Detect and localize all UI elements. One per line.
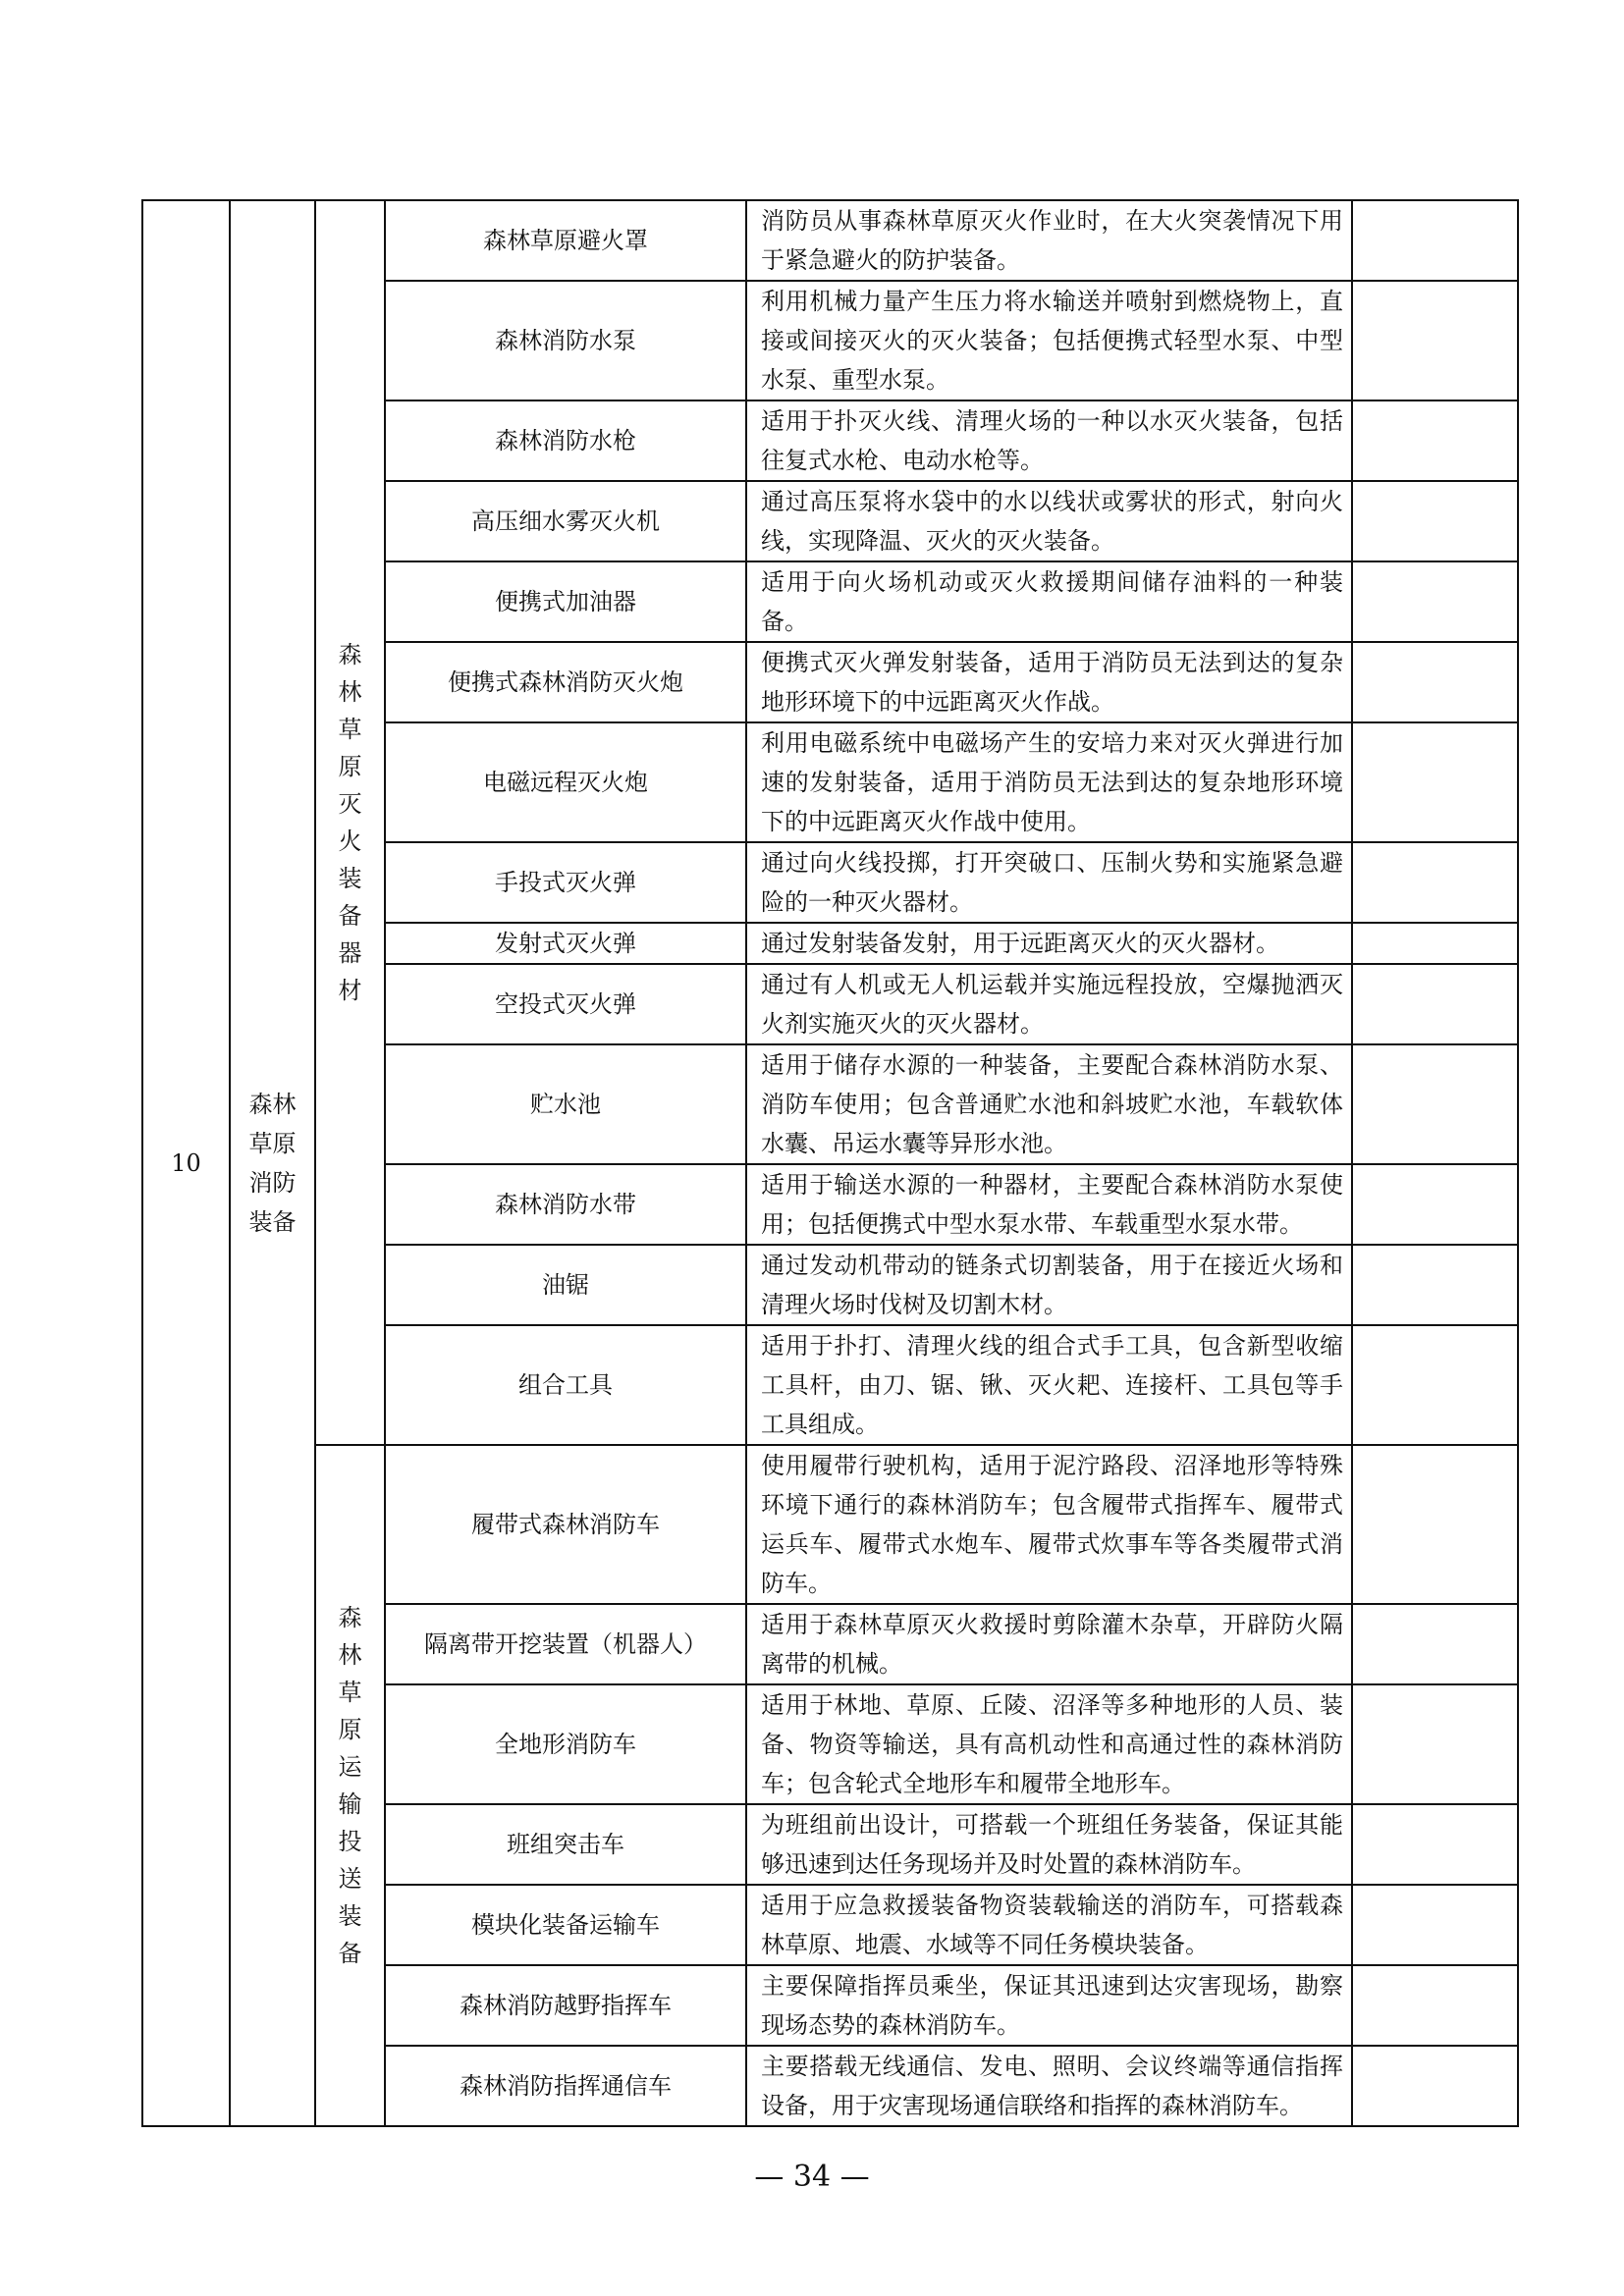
item-name: 全地形消防车 (385, 1684, 746, 1804)
item-desc: 利用电磁系统中电磁场产生的安培力来对灭火弹进行加速的发射装备，适用于消防员无法到达的复杂地形环境下的中远距离灭火作战中使用。 (746, 722, 1352, 842)
item-desc: 通过有人机或无人机运载并实施远程投放，空爆抛洒灭火剂实施灭火的灭火器材。 (746, 964, 1352, 1044)
remark-cell (1352, 1044, 1518, 1164)
remark-cell (1352, 1684, 1518, 1804)
item-desc: 为班组前出设计，可搭载一个班组任务装备，保证其能够迅速到达任务现场并及时处置的森林消防车。 (746, 1804, 1352, 1885)
item-desc: 使用履带行驶机构，适用于泥泞路段、沼泽地形等特殊环境下通行的森林消防车；包含履带式指挥车、履带式运兵车、履带式水炮车、履带式炊事车等各类履带式消防车。 (746, 1445, 1352, 1604)
item-name: 高压细水雾灭火机 (385, 481, 746, 561)
item-desc: 主要搭载无线通信、发电、照明、会议终端等通信指挥设备，用于灾害现场通信联络和指挥的森林消防车。 (746, 2046, 1352, 2126)
item-name: 森林消防水带 (385, 1164, 746, 1245)
item-name: 手投式灭火弹 (385, 842, 746, 923)
item-name: 便携式森林消防灭火炮 (385, 642, 746, 722)
group-label-transport: 森林草原运输投送装备 (338, 1603, 362, 1967)
item-name: 森林消防水泵 (385, 281, 746, 400)
remark-cell (1352, 1885, 1518, 1965)
remark-cell (1352, 481, 1518, 561)
item-desc: 通过向火线投掷，打开突破口、压制火势和实施紧急避险的一种灭火器材。 (746, 842, 1352, 923)
item-desc: 适用于输送水源的一种器材，主要配合森林消防水泵使用；包括便携式中型水泵水带、车载重型水泵水带。 (746, 1164, 1352, 1245)
remark-cell (1352, 1445, 1518, 1604)
item-name: 组合工具 (385, 1325, 746, 1445)
remark-cell (1352, 1965, 1518, 2046)
page-number: — 34 — (754, 2160, 870, 2194)
remark-cell (1352, 642, 1518, 722)
row-number-cell (142, 200, 230, 2126)
remark-cell (1352, 1604, 1518, 1684)
item-desc: 主要保障指挥员乘坐，保证其迅速到达灾害现场，勘察现场态势的森林消防车。 (746, 1965, 1352, 2046)
equipment-table (141, 199, 1519, 2127)
remark-cell (1352, 200, 1518, 281)
item-name: 森林草原避火罩 (385, 200, 746, 281)
item-desc: 适用于扑灭火线、清理火场的一种以水灭火装备，包括往复式水枪、电动水枪等。 (746, 400, 1352, 481)
item-name: 模块化装备运输车 (385, 1885, 746, 1965)
remark-cell (1352, 964, 1518, 1044)
category-cell (230, 200, 315, 2126)
item-name: 发射式灭火弹 (385, 923, 746, 964)
item-name: 便携式加油器 (385, 561, 746, 642)
group-label-firefighting: 森林草原灭火装备器材 (338, 640, 362, 1004)
item-desc: 通过发射装备发射，用于远距离灭火的灭火器材。 (746, 923, 1352, 964)
group-cell-firefighting (315, 200, 385, 1445)
item-desc: 适用于储存水源的一种装备，主要配合森林消防水泵、消防车使用；包含普通贮水池和斜坡贮水池，车载软体水囊、吊运水囊等异形水池。 (746, 1044, 1352, 1164)
remark-cell (1352, 400, 1518, 481)
item-name: 履带式森林消防车 (385, 1445, 746, 1604)
remark-cell (1352, 923, 1518, 964)
item-name: 班组突击车 (385, 1804, 746, 1885)
item-desc: 利用机械力量产生压力将水输送并喷射到燃烧物上，直接或间接灭火的灭火装备；包括便携式轻型水泵、中型水泵、重型水泵。 (746, 281, 1352, 400)
remark-cell (1352, 842, 1518, 923)
remark-cell (1352, 1804, 1518, 1885)
item-desc: 适用于应急救援装备物资装载输送的消防车，可搭载森林草原、地震、水域等不同任务模块装备。 (746, 1885, 1352, 1965)
item-desc: 适用于森林草原灭火救援时剪除灌木杂草，开辟防火隔离带的机械。 (746, 1604, 1352, 1684)
item-desc: 适用于向火场机动或灭火救援期间储存油料的一种装备。 (746, 561, 1352, 642)
item-name: 森林消防越野指挥车 (385, 1965, 746, 2046)
item-name: 森林消防指挥通信车 (385, 2046, 746, 2126)
item-name: 油锯 (385, 1245, 746, 1325)
remark-cell (1352, 2046, 1518, 2126)
item-desc: 消防员从事森林草原灭火作业时，在大火突袭情况下用于紧急避火的防护装备。 (746, 200, 1352, 281)
item-name: 贮水池 (385, 1044, 746, 1164)
group-cell-transport (315, 1445, 385, 2126)
row-number: 10 (171, 1149, 201, 1177)
item-name: 隔离带开挖装置（机器人） (385, 1604, 746, 1684)
category-label: 森林草原消防装备 (248, 1091, 297, 1236)
item-desc: 通过发动机带动的链条式切割装备，用于在接近火场和清理火场时伐树及切割木材。 (746, 1245, 1352, 1325)
remark-cell (1352, 281, 1518, 400)
item-desc: 适用于林地、草原、丘陵、沼泽等多种地形的人员、装备、物资等输送，具有高机动性和高通过性的森林消防车；包含轮式全地形车和履带全地形车。 (746, 1684, 1352, 1804)
item-desc: 通过高压泵将水袋中的水以线状或雾状的形式，射向火线，实现降温、灭火的灭火装备。 (746, 481, 1352, 561)
remark-cell (1352, 1245, 1518, 1325)
remark-cell (1352, 1325, 1518, 1445)
remark-cell (1352, 1164, 1518, 1245)
item-desc: 适用于扑打、清理火线的组合式手工具，包含新型收缩工具杆，由刀、锯、锹、灭火耙、连接杆、工具包等手工具组成。 (746, 1325, 1352, 1445)
item-name: 电磁远程灭火炮 (385, 722, 746, 842)
remark-cell (1352, 722, 1518, 842)
item-name: 空投式灭火弹 (385, 964, 746, 1044)
remark-cell (1352, 561, 1518, 642)
item-desc: 便携式灭火弹发射装备，适用于消防员无法到达的复杂地形环境下的中远距离灭火作战。 (746, 642, 1352, 722)
item-name: 森林消防水枪 (385, 400, 746, 481)
